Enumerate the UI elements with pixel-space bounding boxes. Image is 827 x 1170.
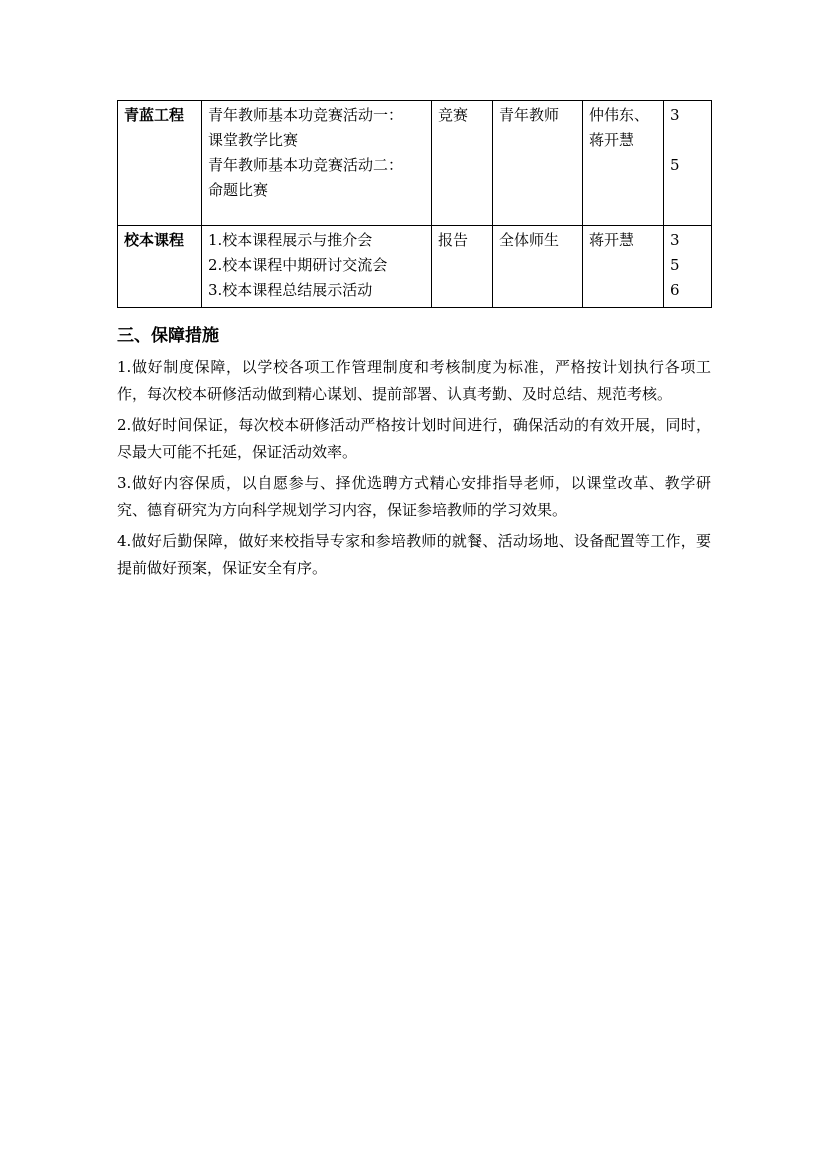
content-line: 3.校本课程总结展示活动 — [208, 281, 373, 299]
form-cell: 报告 — [432, 226, 493, 308]
category-cell: 校本课程 — [118, 226, 202, 308]
content-line: 1.校本课程展示与推介会 — [208, 231, 373, 249]
content-line: 课堂教学比赛 — [208, 131, 299, 149]
content-line: 青年教师基本功竞赛活动一： — [208, 106, 404, 124]
content-line: 2.校本课程中期研讨交流会 — [208, 256, 388, 274]
months-cell — [664, 101, 712, 226]
content-cell — [202, 101, 432, 226]
month-value: 3 — [670, 231, 680, 249]
month-value: 5 — [670, 256, 680, 274]
table-row — [118, 101, 712, 226]
responsible-text: 仲伟东、蒋开慧 — [589, 106, 650, 149]
months-cell — [664, 226, 712, 308]
form-cell: 竞赛 — [432, 101, 493, 226]
table-row — [118, 226, 712, 308]
measure-paragraph: 2.做好时间保证，每次校本研修活动严格按计划时间进行，确保活动的有效开展，同时，尽最大可能不托延，保证活动效率。 — [117, 416, 711, 461]
category-cell: 青蓝工程 — [118, 101, 202, 226]
measure-paragraph: 3.做好内容保质，以自愿参与、择优选聘方式精心安排指导老师，以课堂改革、教学研究、德育研究为方向科学规划学习内容，保证参培教师的学习效果。 — [117, 474, 711, 519]
month-value: 5 — [670, 156, 680, 174]
measure-paragraph: 1.做好制度保障，以学校各项工作管理制度和考核制度为标准，严格按计划执行各项工作，每次校本研修活动做到精心谋划、提前部署、认真考勤、及时总结、规范考核。 — [117, 358, 711, 403]
responsible-cell: 蒋开慧 — [583, 226, 664, 308]
schedule-table — [117, 100, 712, 308]
measure-paragraph: 4.做好后勤保障，做好来校指导专家和参培教师的就餐、活动场地、设备配置等工作，要提前做好预案，保证安全有序。 — [117, 532, 711, 577]
content-cell — [202, 226, 432, 308]
participants-cell: 全体师生 — [493, 226, 583, 308]
section-heading: 三、保障措施 — [117, 326, 219, 346]
responsible-cell — [583, 101, 664, 226]
month-value: 3 — [670, 106, 680, 124]
month-value: 6 — [670, 281, 680, 299]
content-line: 命题比赛 — [208, 181, 269, 199]
participants-cell: 青年教师 — [493, 101, 583, 226]
month-value — [670, 128, 706, 153]
measures-body — [117, 354, 711, 586]
content-line: 青年教师基本功竞赛活动二： — [208, 156, 404, 174]
